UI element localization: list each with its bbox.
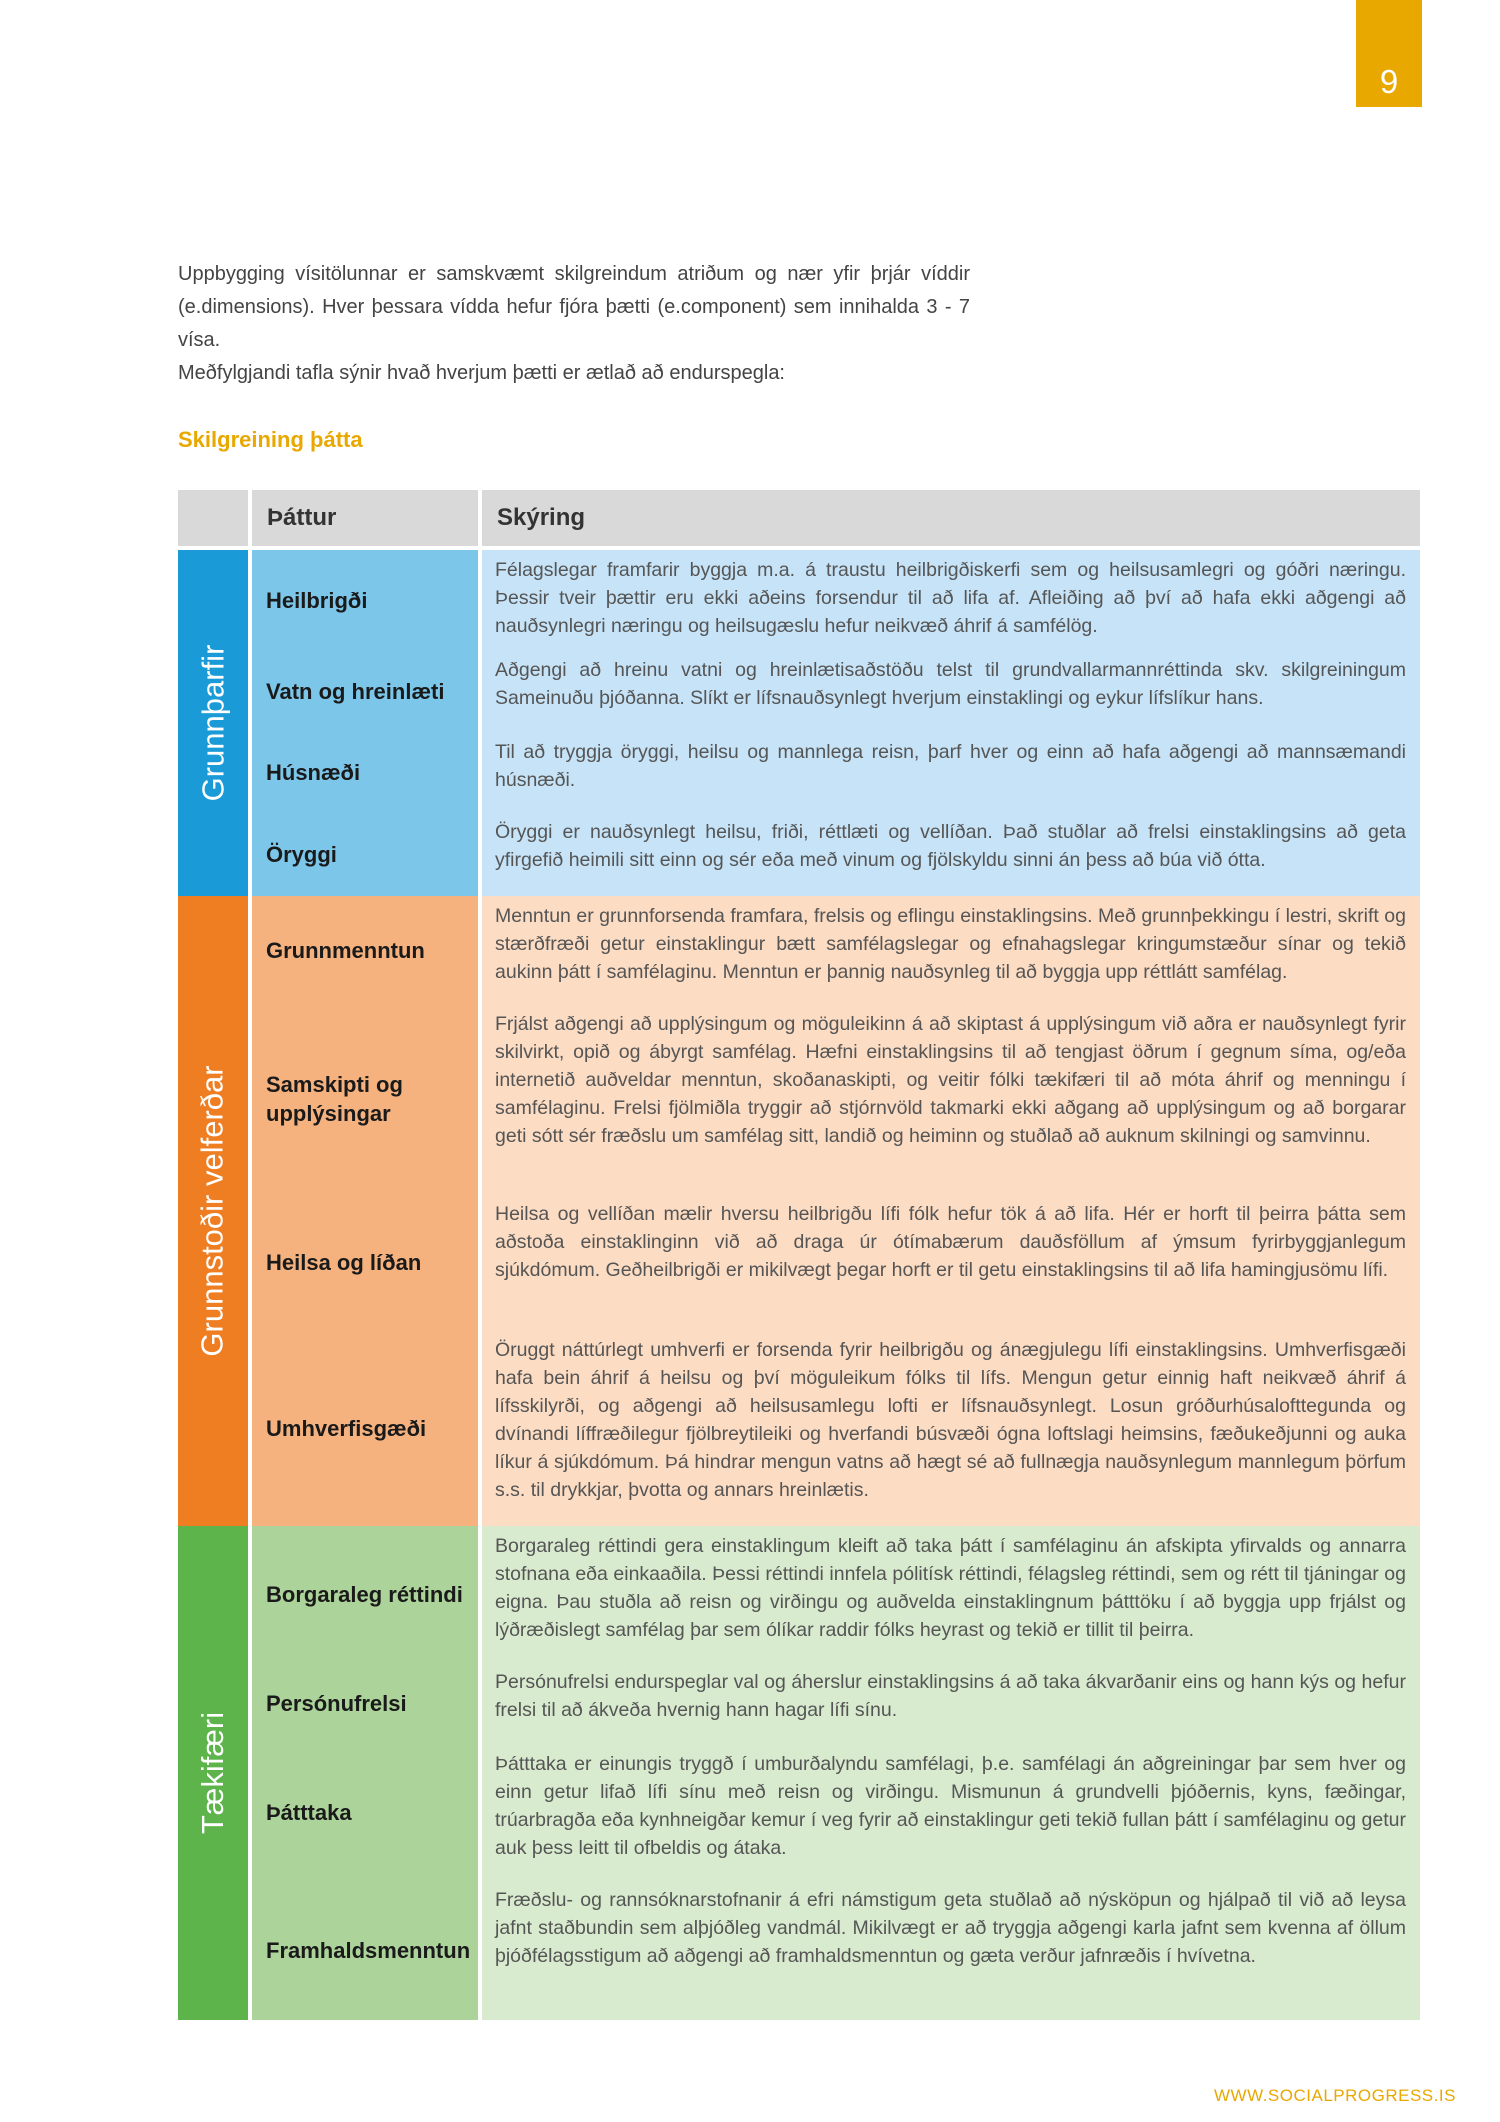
component-description: Þátttaka er einungis tryggð í umburðalyndu samfélagi, þ.e. samfélagi án aðgreiningar þar sem hver og einn getur lifað lífi sínu með reisn og virðingu. Mismunun á grundvelli þjóðernis, kyns, fæðingar, trúarbragða eða kynhneigðar kemur í veg fyrir að einstaklingur geti tekið fullan þátt í samfélaginu og getur auk þess leitt til ofbeldis og átaka. xyxy=(482,1744,1420,1880)
component-name: Heilbrigði xyxy=(252,550,478,650)
component-description: Til að tryggja öryggi, heilsu og mannlega reisn, þarf hver og einn að hafa aðgengi að mannsæmandi húsnæði. xyxy=(482,732,1420,812)
component-name: Borgaraleg réttindi xyxy=(252,1526,478,1662)
component-name: Þátttaka xyxy=(252,1744,478,1880)
component-description: Borgaraleg réttindi gera einstaklingum kleift að taka þátt í samfélaginu án afskipta yfirvalds og annarra stofnana eða einkaaðila. Þessi réttindi innfela pólitísk réttindi, félagsleg réttindi, sem og rétt til tjáningar og eigna. Þau stuðla að reisn og virðingu og auðvelda einstaklingnum þátttöku í að byggja upp frjálst og lýðræðislegt samfélag þar sem ólíkar raddir fólks heyrast og tekið er tillit til þeirra. xyxy=(482,1526,1420,1662)
component-description: Frjálst aðgengi að upplýsingum og möguleikinn á að skiptast á upplýsingum við aðra er nauðsynlegt fyrir skilvirkt, opið og ábyrgt samfélag. Hæfni einstaklingsins til að tengjast öðrum í gegnum síma, og/eða internetið auðveldar menntun, skoðanaskipti, og veitir fólki tækifæri til að móta áhrif og menningu í samfélaginu. Frelsi fjölmiðla tryggir að stjórnvöld takmarki ekki aðgang að upplýsingum og að borgarar geti sótt sér fræðslu um samfélag sitt, landið og heiminn og stuðlað að auknum skilningi og samvinnu. xyxy=(482,1004,1420,1194)
component-name: Öryggi xyxy=(252,812,478,896)
section-title: Skilgreining þátta xyxy=(178,427,363,452)
header-corner-cell xyxy=(178,490,248,546)
component-description: Fræðslu- og rannsóknarstofnanir á efri námstigum geta stuðlað að nýsköpun og hjálpað til við að leysa jafnt staðbundin sem alþjóðleg vandmál. Mikilvægt er að tryggja aðgengi karla jafnt sem kvenna af öllum þjóðfélagsstigum að aðgengi að framhaldsmenntun og gæta verður jafnræðis í hvívetna. xyxy=(482,1880,1420,2020)
footer-url[interactable]: WWW.SOCIALPROGRESS.IS xyxy=(1214,2086,1456,2105)
dimension-band-grunnstodir xyxy=(178,896,248,1526)
component-description: Öruggt náttúrlegt umhverfi er forsenda fyrir heilbrigðu og ánægjulegu lífi einstaklingsins. Umhverfisgæði hafa bein áhrif á heilsu og því möguleikum fólks til lífs. Mengun getur einnig haft neikvæð áhrif á lífsskilyrði, og aðgengi að heilsusamlegu lofti er lífsnauðsynlegt. Losun gróðurhúsalofttegunda og dvínandi líffræðilegur fjölbreytileiki og hverfandi búsvæði ógna loftslagi heimsins, fæðukeðjunni og auka líkur á sjúkdómum. Þá hindrar mengun vatns að hægt sé að fullnægja nauðsynlegum mannlegum þörfum s.s. til drykkjar, þvotta og annars hreinlætis. xyxy=(482,1330,1420,1526)
component-name: Húsnæði xyxy=(252,732,478,812)
component-name: Grunnmenntun xyxy=(252,896,478,1004)
component-description: Menntun er grunnforsenda framfara, frelsis og eflingu einstaklingsins. Með grunnþekkingu í lestri, skrift og stærðfræði getur einstaklingur bætt samfélagslegar og efnahagslegar kringumstæður sínar og tekið aukinn þátt í samfélaginu. Menntun er þannig nauðsynleg til að byggja upp réttlátt samfélag. xyxy=(482,896,1420,1004)
header-description: Skýring xyxy=(482,490,1420,546)
component-name: Heilsa og líðan xyxy=(252,1194,478,1330)
component-description: Persónufrelsi endurspeglar val og áherslur einstaklingsins á að taka ákvarðanir eins og hann kýs og hefur frelsi til að ákveða hvernig hann hagar lífi sínu. xyxy=(482,1662,1420,1744)
dimension-band-taekifaeri xyxy=(178,1526,248,2020)
page-number-badge: 9 xyxy=(1356,0,1422,107)
component-description: Heilsa og vellíðan mælir hversu heilbrigðu lífi fólk hefur tök á að lifa. Hér er horft til þeirra þátta sem aðstoða einstaklinginn við að draga úr ótímabærum dauðsföllum af ýmsum fyrirbyggjanlegum sjúkdómum. Geðheilbrigði er mikilvægt þegar horft er til getu einstaklingsins til að lifa hamingjusömu lífi. xyxy=(482,1194,1420,1330)
intro-paragraph: Uppbygging vísitölunnar er samskvæmt skilgreindum atriðum og nær yfir þrjár víddir (e.dimensions). Hver þessara vídda hefur fjóra þætti (e.component) sem innihalda 3 - 7 vísa. xyxy=(178,263,970,351)
component-name: Vatn og hreinlæti xyxy=(252,650,478,732)
component-name: Samskipti og upplýsingar xyxy=(252,1004,478,1194)
component-name: Framhaldsmenntun xyxy=(252,1880,478,2020)
intro-paragraph-2: Meðfylgjandi tafla sýnir hvað hverjum þætti er ætlað að endurspegla: xyxy=(178,362,785,384)
header-component: Þáttur xyxy=(252,490,478,546)
component-description: Aðgengi að hreinu vatni og hreinlætisaðstöðu telst til grundvallarmannréttinda skv. skilgreiningum Sameinuðu þjóðanna. Slíkt er lífsnauðsynlegt hverjum einstaklingi og eykur lífslíkur hans. xyxy=(482,650,1420,732)
components-table xyxy=(178,490,1420,2020)
component-description: Öryggi er nauðsynlegt heilsu, friði, réttlæti og vellíðan. Það stuðlar að frelsi einstaklingsins að geta yfirgefið heimili sitt einn og sér eða með vinum og fjölskyldu sinni án þess að búa við ótta. xyxy=(482,812,1420,896)
dimension-label: Tækifæri xyxy=(195,1711,230,1835)
dimension-band-grunnthafir xyxy=(178,550,248,896)
component-name: Persónufrelsi xyxy=(252,1662,478,1744)
component-name: Umhverfisgæði xyxy=(252,1330,478,1526)
dimension-label: Grunnstoðir velferðar xyxy=(195,1065,230,1357)
component-description: Félagslegar framfarir byggja m.a. á traustu heilbrigðiskerfi sem og heilsusamlegri og góðri næringu. Þessir tveir þættir eru ekki aðeins forsendur til að lifa af. Afleiðing að því að hafa ekki aðgengi að nauðsynlegri næringu og heilsugæslu hefur neikvæð áhrif á samfélög. xyxy=(482,550,1420,650)
dimension-label: Grunnþarfir xyxy=(195,644,231,802)
